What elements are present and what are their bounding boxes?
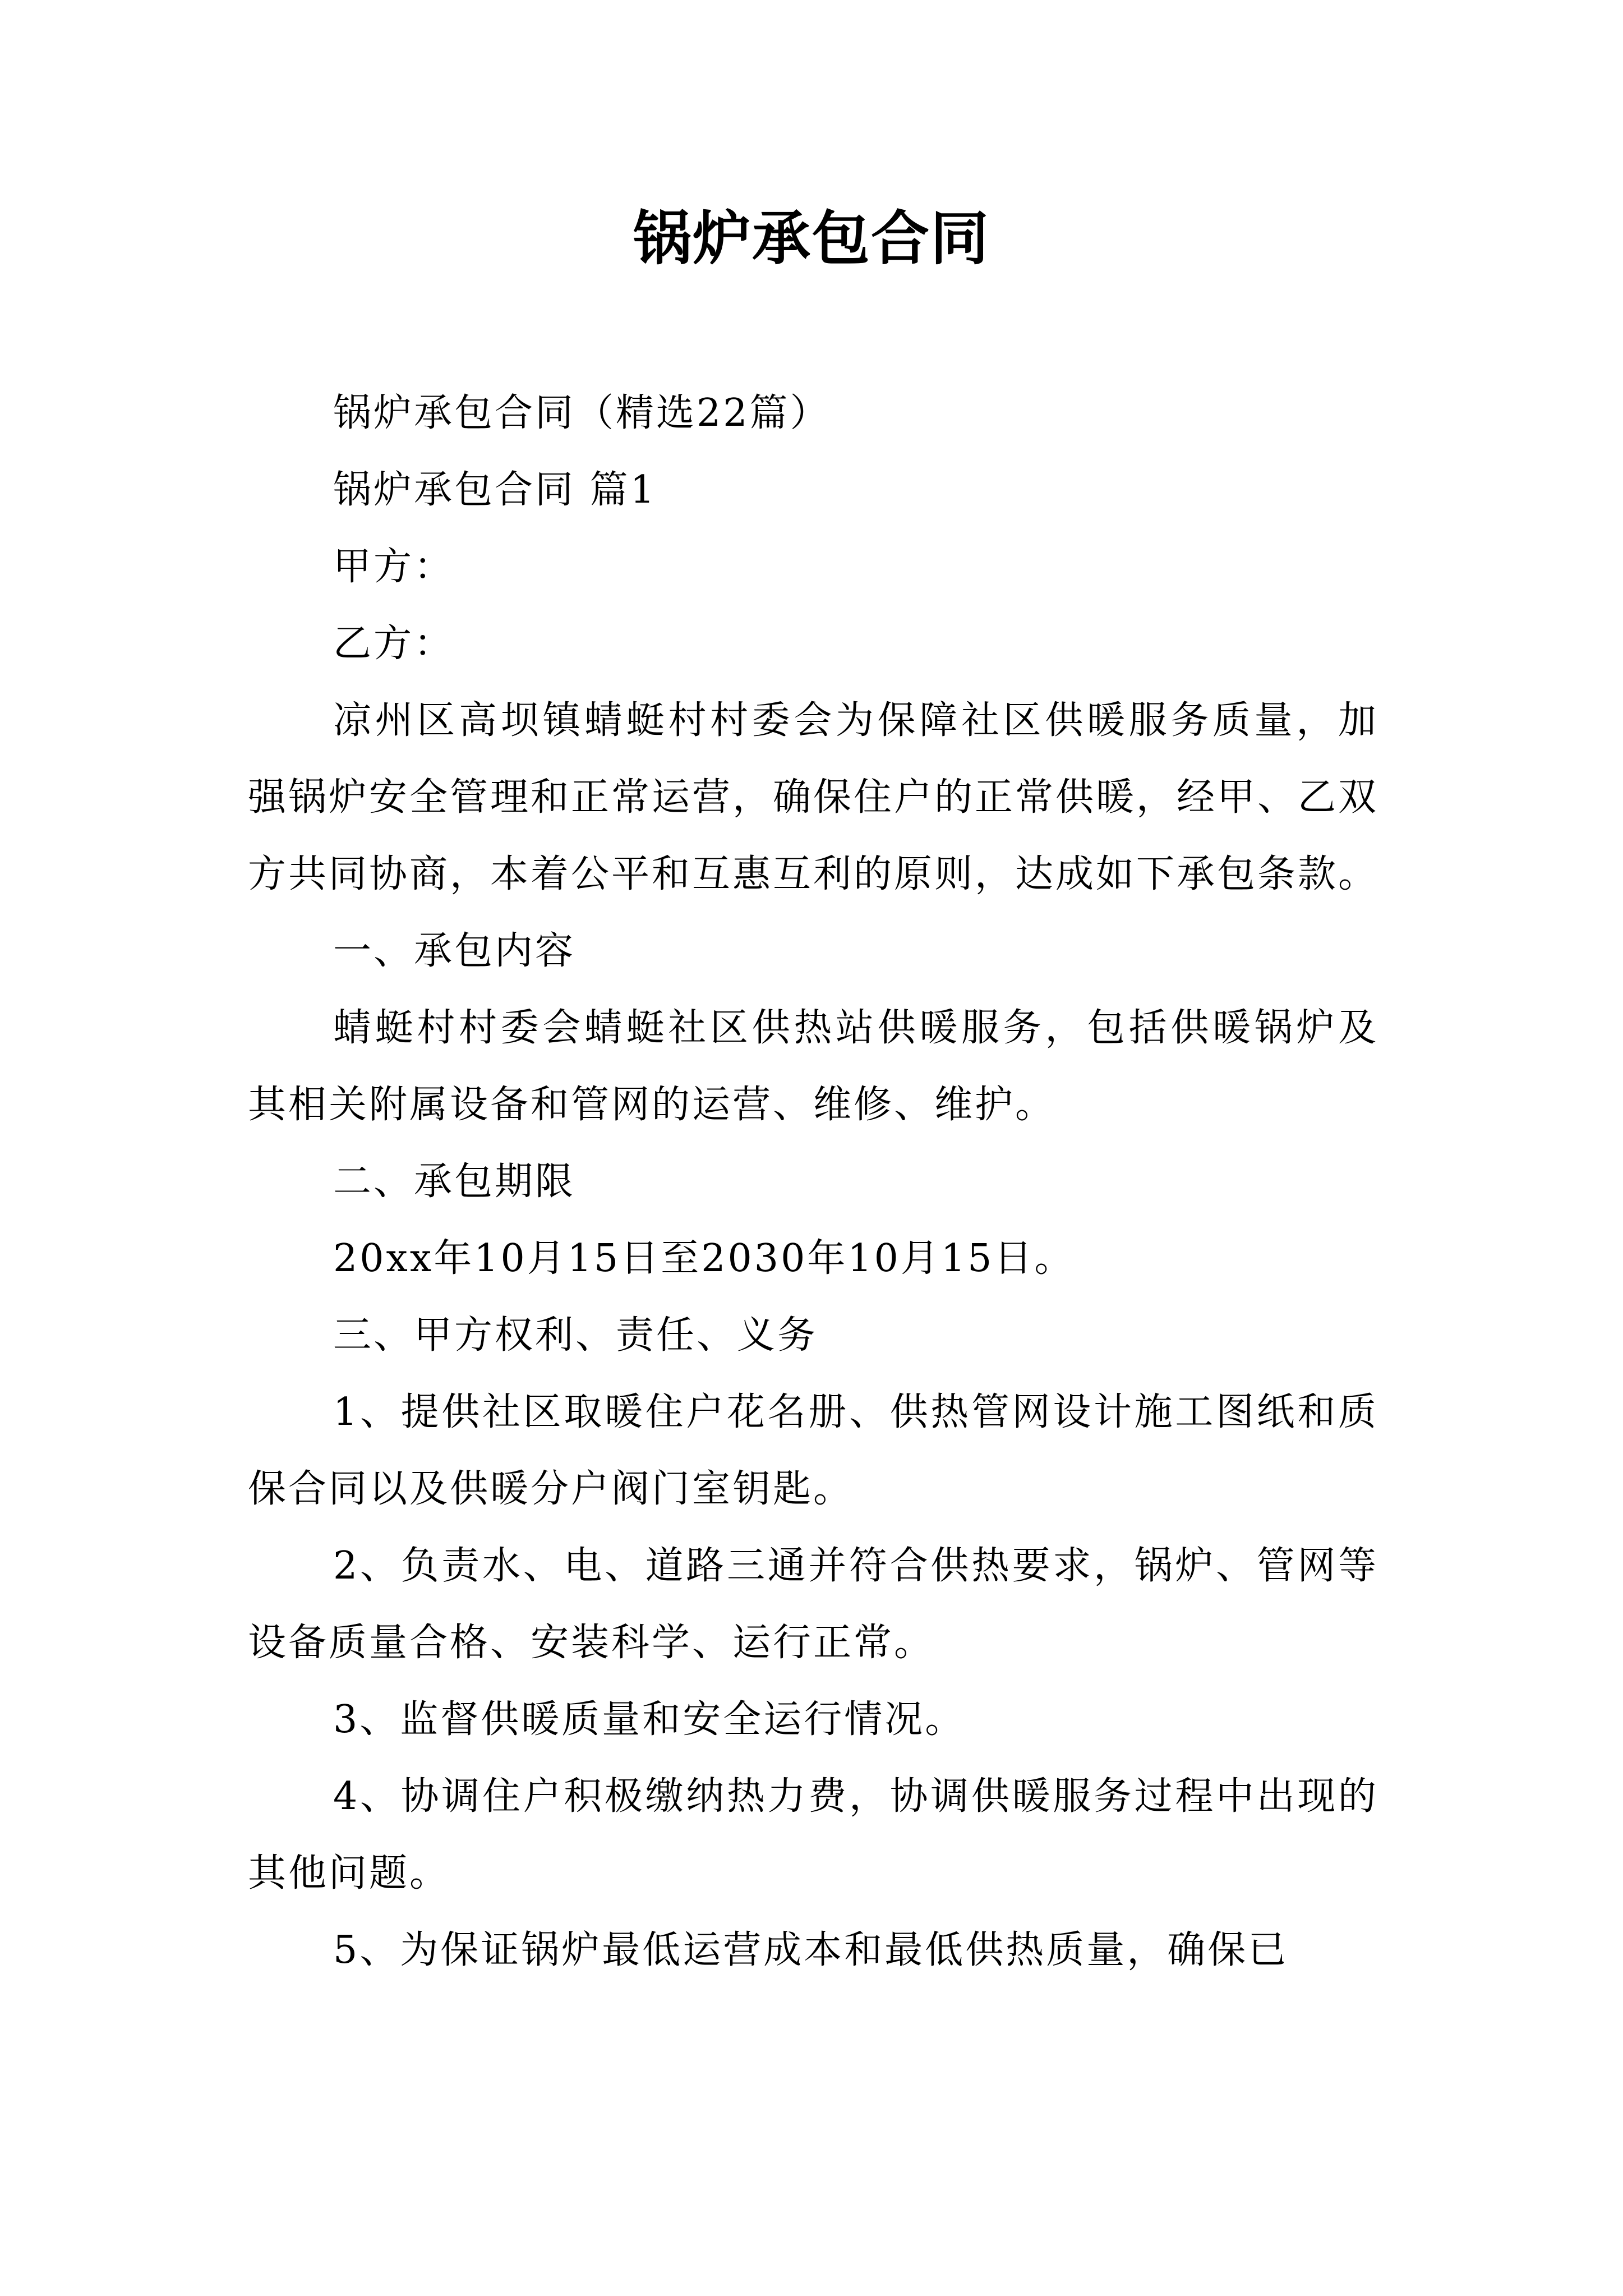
paragraph-heading-party-a-rights: 三、甲方权利、责任、义务	[333, 1313, 818, 1358]
paragraph-party-a: 甲方：	[333, 545, 455, 589]
document-body	[248, 375, 1378, 1989]
paragraph-subtitle: 锅炉承包合同（精选22篇）	[333, 391, 831, 435]
paragraph-party-b: 乙方：	[333, 622, 455, 666]
paragraph-preamble: 凉州区高坝镇蜻蜓村村委会为保障社区供暖服务质量，加强锅炉安全管理和正常运营，确保住户的正常供暖，经甲、乙双方共同协商，本着公平和互惠互利的原则，达成如下承包条款。	[248, 698, 1379, 896]
paragraph-clause-5: 5、为保证锅炉最低运营成本和最低供热质量，确保已	[333, 1928, 1289, 1972]
paragraph-section-heading: 锅炉承包合同 篇1	[333, 468, 657, 512]
paragraph-content: 蜻蜓村村委会蜻蜓社区供热站供暖服务，包括供暖锅炉及其相关附属设备和管网的运营、维修、维护。	[248, 1006, 1378, 1127]
paragraph-heading-term: 二、承包期限	[333, 1159, 576, 1204]
paragraph-clause-1: 1、提供社区取暖住户花名册、供热管网设计施工图纸和质保合同以及供暖分户阀门室钥匙。	[248, 1390, 1378, 1511]
paragraph-term: 20xx年10月15日至2030年10月15日。	[333, 1236, 1075, 1281]
paragraph-clause-3: 3、监督供暖质量和安全运行情况。	[333, 1697, 966, 1742]
paragraph-clause-2: 2、负责水、电、道路三通并符合供热要求，锅炉、管网等设备质量合格、安装科学、运行正常。	[248, 1544, 1378, 1665]
document-title: 锅炉承包合同	[633, 204, 990, 273]
paragraph-heading-content: 一、承包内容	[333, 929, 576, 973]
paragraph-clause-4: 4、协调住户积极缴纳热力费，协调供暖服务过程中出现的其他问题。	[248, 1774, 1378, 1895]
